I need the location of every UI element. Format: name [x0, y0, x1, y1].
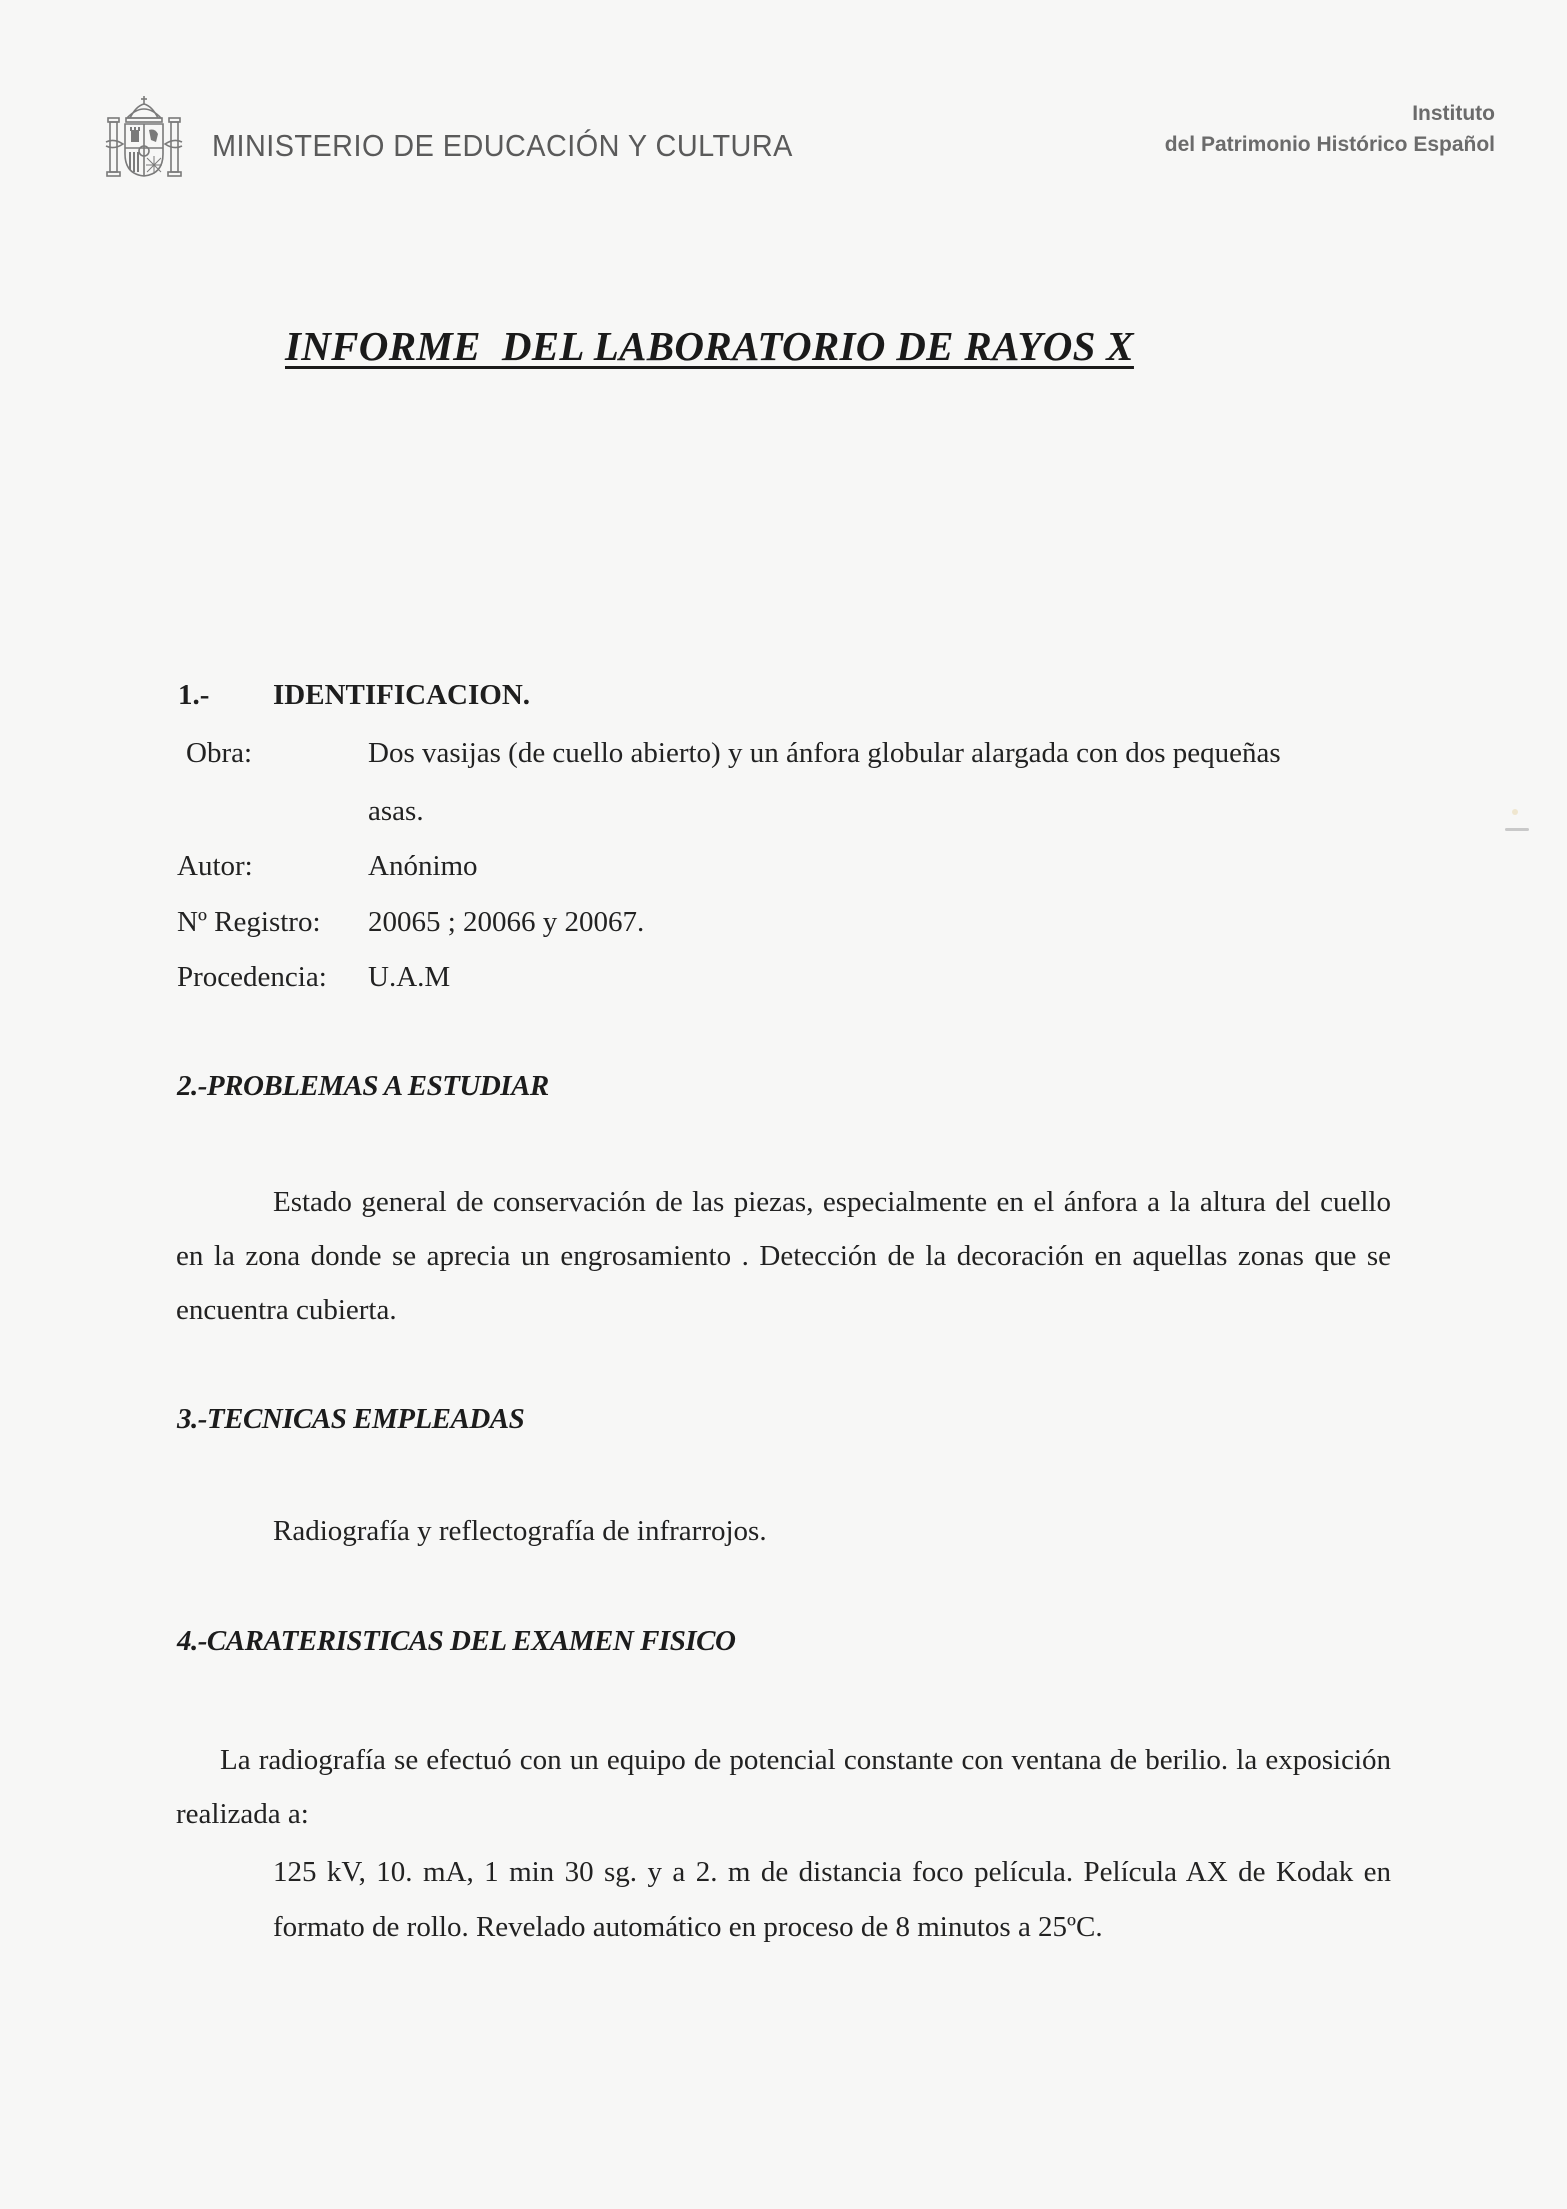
section-3-heading: 3.-TECNICAS EMPLEADAS [177, 1403, 525, 1435]
section-4-heading: 4.-CARATERISTICAS DEL EXAMEN FISICO [177, 1625, 736, 1657]
scan-artifact-dot [1512, 809, 1518, 815]
field-label-obra: Obra: [186, 737, 253, 769]
ministry-name: MINISTERIO DE EDUCACIÓN Y CULTURA [212, 128, 793, 163]
field-value-procedencia: U.A.M [368, 961, 451, 993]
scan-artifact-mark [1505, 828, 1529, 831]
field-label-registro: Nº Registro: [177, 906, 321, 938]
institute-line-1: Instituto [1412, 102, 1495, 125]
section-4-paragraph: La radiografía se efectuó con un equipo de potencial constante con ventana de berilio. la exposición realizada a: [176, 1744, 1391, 1830]
coat-of-arms-icon [103, 92, 185, 180]
field-value-obra: Dos vasijas (de cuello abierto) y un ánfora globular alargada con dos pequeñas [368, 737, 1281, 769]
field-value-registro: 20065 ; 20066 y 20067. [368, 906, 645, 938]
document-title: INFORME DEL LABORATORIO DE RAYOS X [285, 323, 1134, 369]
section-1-heading: IDENTIFICACION. [273, 679, 531, 711]
section-1-number: 1.- [178, 679, 210, 711]
section-4-details: 125 kV, 10. mA, 1 min 30 sg. y a 2. m de distancia foco película. Película AX de Kodak en formato de rollo. Revelado automático en proceso de 8 minutos a 25ºC. [273, 1856, 1391, 1943]
field-value-obra-cont: asas. [368, 795, 424, 827]
field-label-autor: Autor: [177, 850, 253, 882]
section-2-paragraph: Estado general de conservación de las piezas, especialmente en el ánfora a la altura del cuello en la zona donde se aprecia un engrosamiento . Detección de la decoración en aquellas zonas que se encuentra cubierta. [176, 1186, 1391, 1326]
institute-line-2: del Patrimonio Histórico Español [1164, 133, 1495, 156]
field-label-procedencia: Procedencia: [177, 961, 327, 993]
section-2-heading: 2.-PROBLEMAS A ESTUDIAR [177, 1070, 549, 1102]
section-3-paragraph: Radiografía y reflectografía de infrarrojos. [273, 1515, 767, 1547]
field-value-autor: Anónimo [368, 850, 478, 882]
institute-name [1165, 98, 1495, 160]
